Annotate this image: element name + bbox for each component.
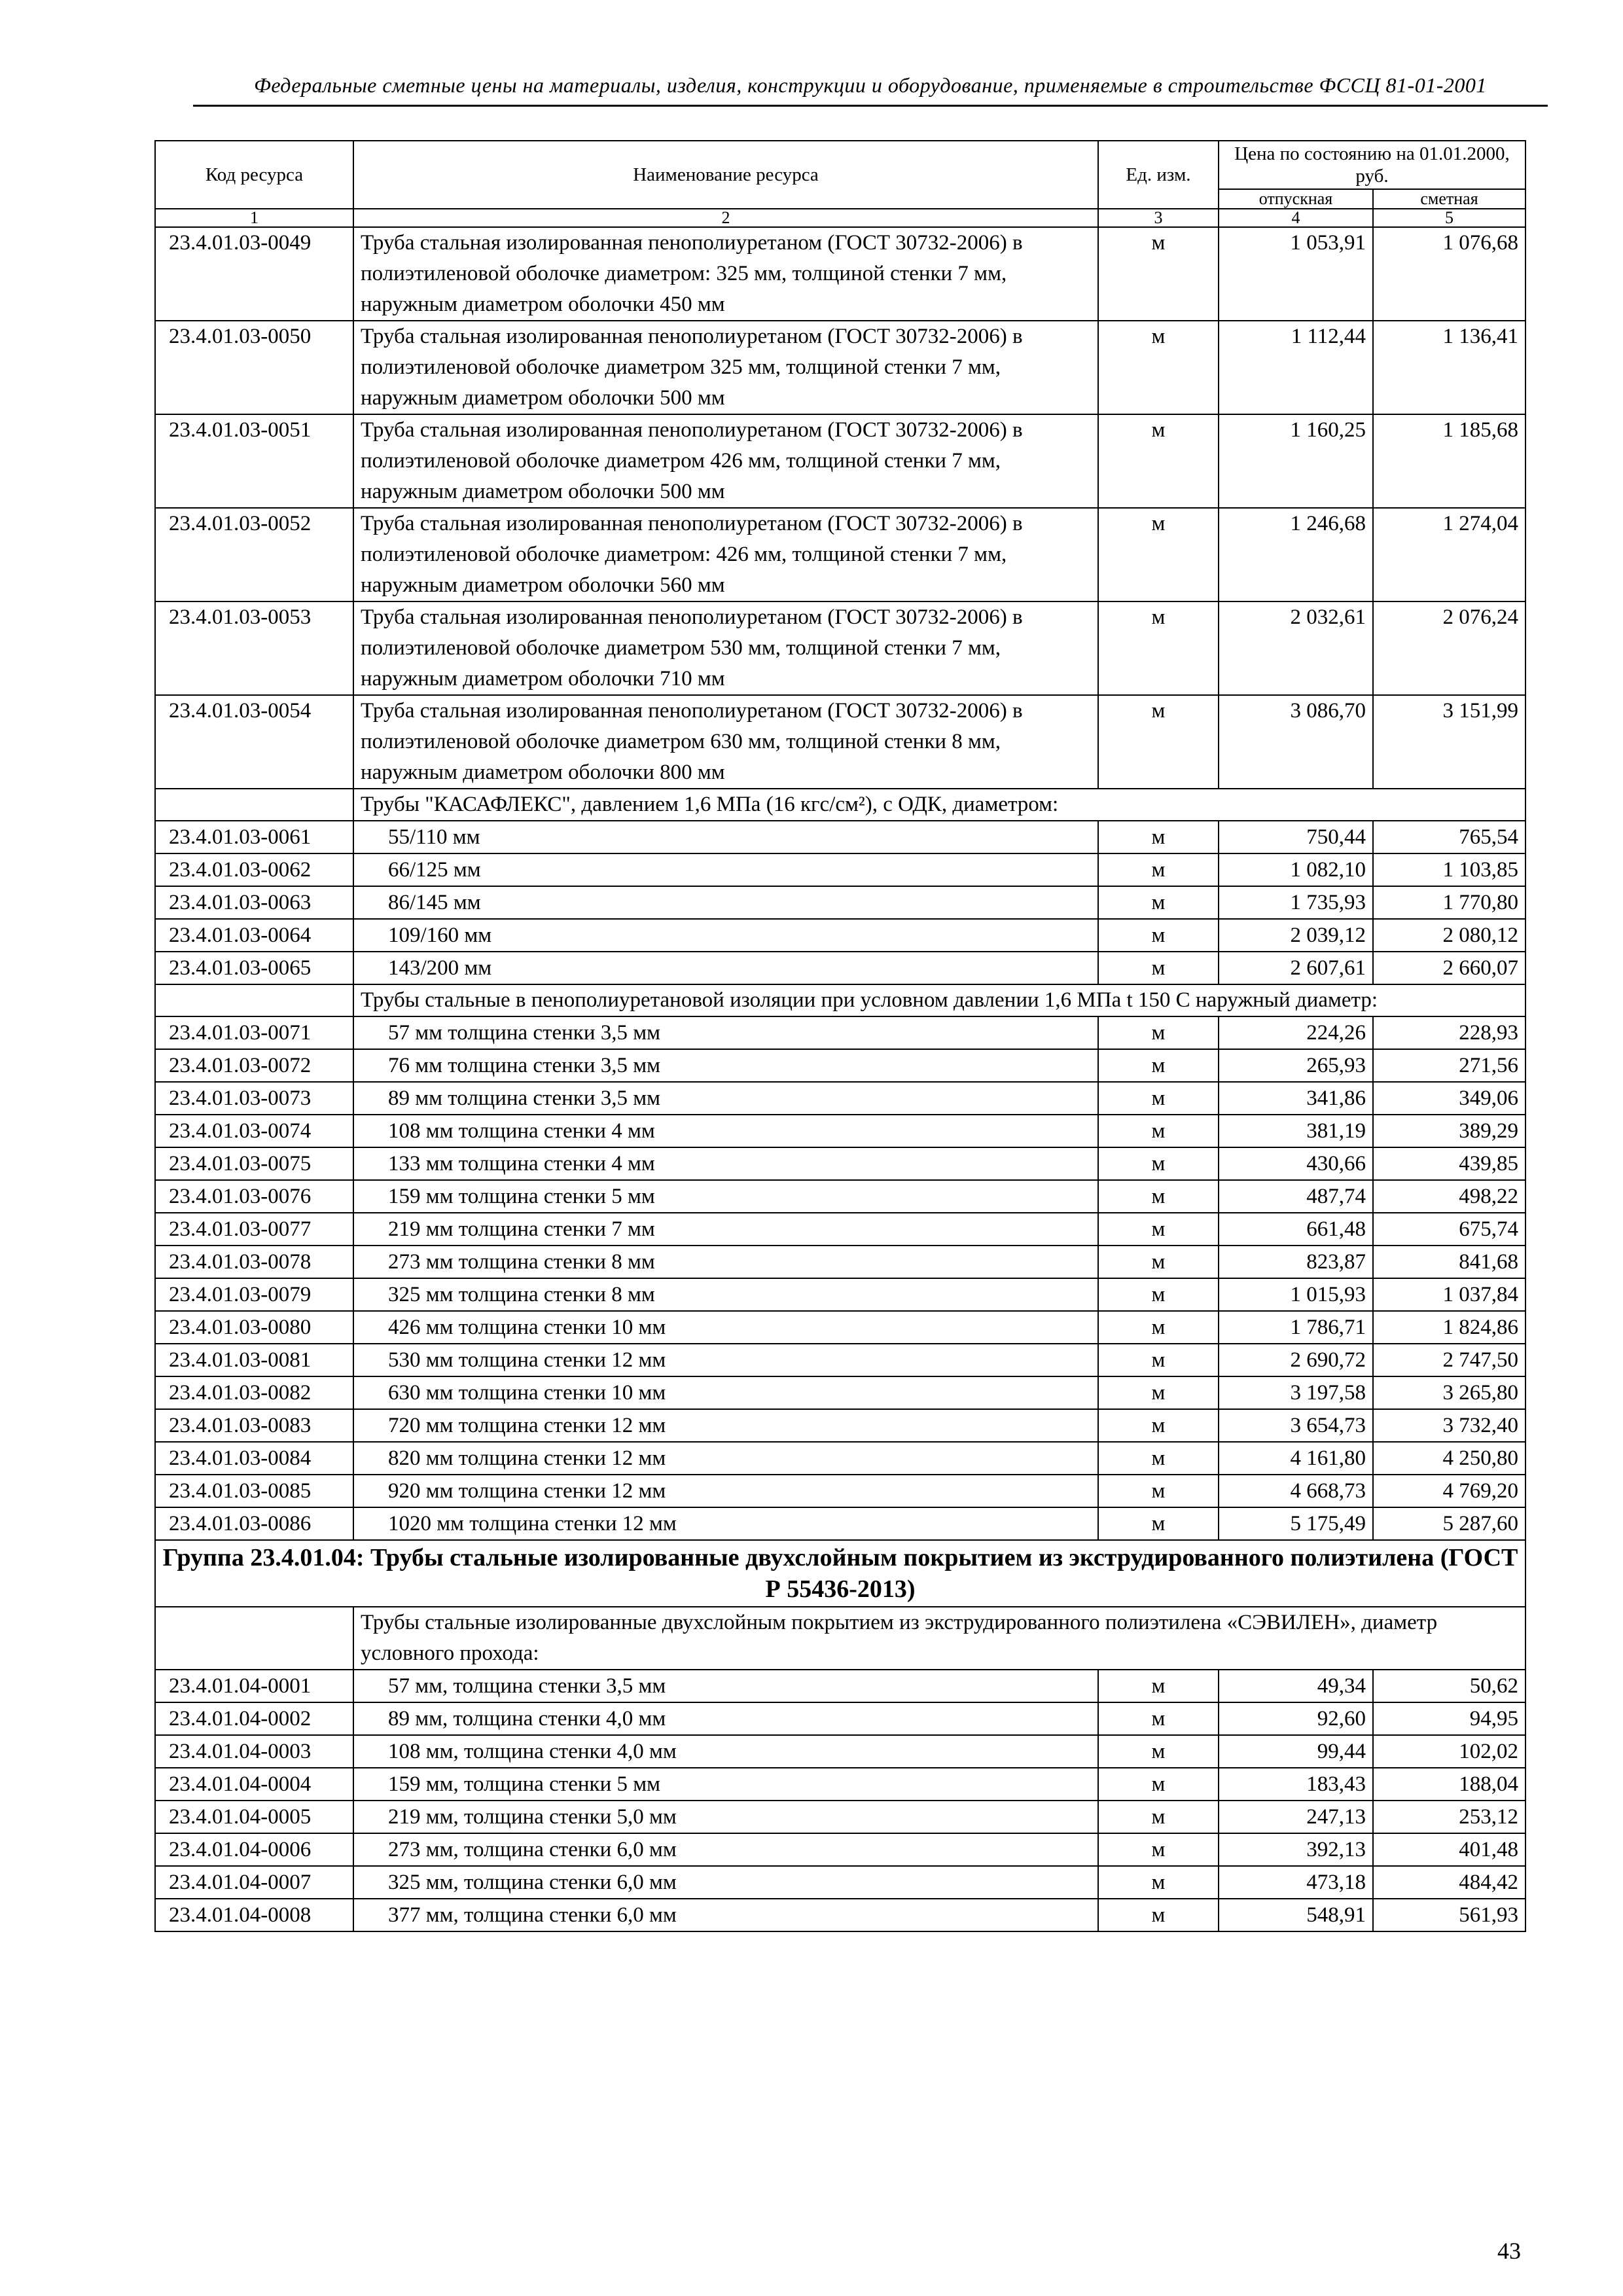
estimate-price: 3 151,99 [1373,695,1525,789]
unit-cell: м [1098,1670,1219,1702]
resource-name: 57 мм, толщина стенки 3,5 мм [353,1670,1098,1702]
estimate-price: 3 732,40 [1373,1409,1525,1442]
price-table [154,140,1526,1932]
resource-name: 377 мм, толщина стенки 6,0 мм [353,1899,1098,1931]
unit-cell: м [1098,919,1219,952]
unit-cell: м [1098,1409,1219,1442]
resource-code: 23.4.01.03-0071 [155,1016,353,1049]
table-row [155,1246,1525,1278]
unit-cell: м [1098,227,1219,321]
resource-name: 820 мм толщина стенки 12 мм [353,1442,1098,1475]
release-price: 1 786,71 [1219,1311,1373,1344]
estimate-price: 484,42 [1373,1866,1525,1899]
resource-code: 23.4.01.03-0073 [155,1082,353,1115]
unit-cell: м [1098,886,1219,919]
resource-name: 630 мм толщина стенки 10 мм [353,1376,1098,1409]
table-row [155,1376,1525,1409]
unit-cell: м [1098,1311,1219,1344]
header-estimate: сметная [1373,189,1525,209]
estimate-price: 5 287,60 [1373,1507,1525,1540]
resource-name: 86/145 мм [353,886,1098,919]
resource-name: 219 мм толщина стенки 7 мм [353,1213,1098,1246]
table-row [155,1147,1525,1180]
resource-name: 108 мм толщина стенки 4 мм [353,1115,1098,1147]
estimate-price: 50,62 [1373,1670,1525,1702]
unit-cell: м [1098,695,1219,789]
section-heading: Трубы стальные в пенополиуретановой изоляции при условном давлении 1,6 МПа t 150 С наружный диаметр: [353,984,1525,1016]
release-price: 341,86 [1219,1082,1373,1115]
estimate-price: 349,06 [1373,1082,1525,1115]
release-price: 750,44 [1219,821,1373,853]
table-row [155,1801,1525,1833]
table-row [155,508,1525,601]
table-row [155,1213,1525,1246]
estimate-price: 253,12 [1373,1801,1525,1833]
release-price: 2 690,72 [1219,1344,1373,1376]
header-unit: Ед. изм. [1098,141,1219,209]
unit-cell: м [1098,601,1219,695]
unit-cell: м [1098,1442,1219,1475]
release-price: 2 039,12 [1219,919,1373,952]
estimate-price: 498,22 [1373,1180,1525,1213]
resource-name: Труба стальная изолированная пенополиуретаном (ГОСТ 30732-2006) в полиэтиленовой оболочке диаметром: 325 мм, толщиной стенки 7 мм, наружным диаметром оболочки 450 мм [353,227,1098,321]
table-row [155,1702,1525,1735]
column-number: 1 [155,209,353,227]
resource-name: 720 мм толщина стенки 12 мм [353,1409,1098,1442]
resource-code: 23.4.01.03-0053 [155,601,353,695]
resource-name: 89 мм толщина стенки 3,5 мм [353,1082,1098,1115]
resource-name: 920 мм толщина стенки 12 мм [353,1475,1098,1507]
release-price: 183,43 [1219,1768,1373,1801]
resource-code: 23.4.01.03-0061 [155,821,353,853]
resource-code: 23.4.01.03-0084 [155,1442,353,1475]
release-price: 1 160,25 [1219,414,1373,508]
table-row [155,1409,1525,1442]
resource-name: 159 мм толщина стенки 5 мм [353,1180,1098,1213]
unit-cell: м [1098,1866,1219,1899]
section-row [155,984,1525,1016]
table-row [155,414,1525,508]
unit-cell: м [1098,414,1219,508]
release-price: 1 015,93 [1219,1278,1373,1311]
unit-cell: м [1098,1213,1219,1246]
resource-code: 23.4.01.03-0065 [155,952,353,984]
resource-code: 23.4.01.03-0076 [155,1180,353,1213]
estimate-price: 2 076,24 [1373,601,1525,695]
resource-name: 273 мм толщина стенки 8 мм [353,1246,1098,1278]
table-row [155,1507,1525,1540]
table-row [155,695,1525,789]
resource-name: 325 мм толщина стенки 8 мм [353,1278,1098,1311]
estimate-price: 188,04 [1373,1768,1525,1801]
release-price: 1 053,91 [1219,227,1373,321]
resource-code: 23.4.01.03-0083 [155,1409,353,1442]
resource-name: 530 мм толщина стенки 12 мм [353,1344,1098,1376]
column-number: 5 [1373,209,1525,227]
release-price: 1 246,68 [1219,508,1373,601]
table-row [155,601,1525,695]
table-row [155,886,1525,919]
release-price: 3 197,58 [1219,1376,1373,1409]
table-row [155,1735,1525,1768]
resource-code: 23.4.01.03-0050 [155,321,353,414]
release-price: 381,19 [1219,1115,1373,1147]
estimate-price: 4 769,20 [1373,1475,1525,1507]
release-price: 3 086,70 [1219,695,1373,789]
estimate-price: 94,95 [1373,1702,1525,1735]
table-row [155,1670,1525,1702]
unit-cell: м [1098,1115,1219,1147]
release-price: 247,13 [1219,1801,1373,1833]
table-row [155,1082,1525,1115]
unit-cell: м [1098,1016,1219,1049]
release-price: 548,91 [1219,1899,1373,1931]
empty-code-cell [155,1607,353,1670]
header-rule [193,105,1548,107]
release-price: 1 735,93 [1219,886,1373,919]
estimate-price: 1 037,84 [1373,1278,1525,1311]
resource-code: 23.4.01.04-0006 [155,1833,353,1866]
estimate-price: 1 185,68 [1373,414,1525,508]
resource-name: 219 мм, толщина стенки 5,0 мм [353,1801,1098,1833]
estimate-price: 561,93 [1373,1899,1525,1931]
section-row [155,1607,1525,1670]
section-heading: Трубы "КАСАФЛЕКС", давлением 1,6 МПа (16 кгс/см²), с ОДК, диаметром: [353,789,1525,821]
estimate-price: 1 103,85 [1373,853,1525,886]
resource-code: 23.4.01.03-0049 [155,227,353,321]
resource-name: 426 мм толщина стенки 10 мм [353,1311,1098,1344]
header-release: отпускная [1219,189,1373,209]
column-number: 3 [1098,209,1219,227]
unit-cell: м [1098,1768,1219,1801]
release-price: 224,26 [1219,1016,1373,1049]
group-heading: Группа 23.4.01.04: Трубы стальные изолированные двухслойным покрытием из экструдированного полиэтилена (ГОСТ Р 55436-2013) [155,1540,1525,1607]
table-row [155,1016,1525,1049]
release-price: 5 175,49 [1219,1507,1373,1540]
estimate-price: 102,02 [1373,1735,1525,1768]
estimate-price: 2 747,50 [1373,1344,1525,1376]
resource-code: 23.4.01.03-0077 [155,1213,353,1246]
empty-code-cell [155,789,353,821]
release-price: 823,87 [1219,1246,1373,1278]
release-price: 473,18 [1219,1866,1373,1899]
table-row [155,321,1525,414]
table-row [155,1866,1525,1899]
unit-cell: м [1098,952,1219,984]
header-price-group: Цена по состоянию на 01.01.2000, руб. [1219,141,1525,189]
unit-cell: м [1098,1702,1219,1735]
resource-name: 1020 мм толщина стенки 12 мм [353,1507,1098,1540]
unit-cell: м [1098,508,1219,601]
unit-cell: м [1098,1376,1219,1409]
resource-code: 23.4.01.03-0078 [155,1246,353,1278]
resource-code: 23.4.01.03-0051 [155,414,353,508]
resource-code: 23.4.01.04-0007 [155,1866,353,1899]
table-row [155,853,1525,886]
release-price: 430,66 [1219,1147,1373,1180]
table-row [155,952,1525,984]
section-row [155,789,1525,821]
resource-name: Труба стальная изолированная пенополиуретаном (ГОСТ 30732-2006) в полиэтиленовой оболочке диаметром 426 мм, толщиной стенки 7 мм, наружным диаметром оболочки 500 мм [353,414,1098,508]
resource-code: 23.4.01.03-0072 [155,1049,353,1082]
unit-cell: м [1098,1049,1219,1082]
resource-name: Труба стальная изолированная пенополиуретаном (ГОСТ 30732-2006) в полиэтиленовой оболочке диаметром: 426 мм, толщиной стенки 7 мм, наружным диаметром оболочки 560 мм [353,508,1098,601]
estimate-price: 389,29 [1373,1115,1525,1147]
resource-code: 23.4.01.03-0082 [155,1376,353,1409]
estimate-price: 1 136,41 [1373,321,1525,414]
unit-cell: м [1098,1344,1219,1376]
resource-code: 23.4.01.03-0074 [155,1115,353,1147]
table-row [155,227,1525,321]
resource-code: 23.4.01.04-0004 [155,1768,353,1801]
resource-code: 23.4.01.04-0008 [155,1899,353,1931]
section-heading: Трубы стальные изолированные двухслойным покрытием из экструдированного полиэтилена «СЭВИЛЕН», диаметр условного прохода: [353,1607,1525,1670]
unit-cell: м [1098,1735,1219,1768]
unit-cell: м [1098,321,1219,414]
resource-code: 23.4.01.04-0002 [155,1702,353,1735]
table-row [155,821,1525,853]
estimate-price: 3 265,80 [1373,1376,1525,1409]
group-row [155,1540,1525,1607]
release-price: 4 161,80 [1219,1442,1373,1475]
resource-code: 23.4.01.03-0063 [155,886,353,919]
resource-name: Труба стальная изолированная пенополиуретаном (ГОСТ 30732-2006) в полиэтиленовой оболочке диаметром 325 мм, толщиной стенки 7 мм, наружным диаметром оболочки 500 мм [353,321,1098,414]
resource-code: 23.4.01.03-0062 [155,853,353,886]
release-price: 2 032,61 [1219,601,1373,695]
header-name: Наименование ресурса [353,141,1098,209]
page-number: 43 [1497,2238,1521,2264]
resource-name: 76 мм толщина стенки 3,5 мм [353,1049,1098,1082]
resource-code: 23.4.01.03-0086 [155,1507,353,1540]
unit-cell: м [1098,1246,1219,1278]
estimate-price: 1 824,86 [1373,1311,1525,1344]
table-row [155,1115,1525,1147]
table-row [155,1442,1525,1475]
resource-code: 23.4.01.03-0081 [155,1344,353,1376]
resource-name: 159 мм, толщина стенки 5 мм [353,1768,1098,1801]
unit-cell: м [1098,853,1219,886]
release-price: 1 082,10 [1219,853,1373,886]
resource-code: 23.4.01.04-0005 [155,1801,353,1833]
release-price: 2 607,61 [1219,952,1373,984]
release-price: 4 668,73 [1219,1475,1373,1507]
resource-code: 23.4.01.04-0003 [155,1735,353,1768]
unit-cell: м [1098,1082,1219,1115]
column-number: 4 [1219,209,1373,227]
release-price: 265,93 [1219,1049,1373,1082]
resource-code: 23.4.01.03-0085 [155,1475,353,1507]
estimate-price: 4 250,80 [1373,1442,1525,1475]
estimate-price: 841,68 [1373,1246,1525,1278]
release-price: 99,44 [1219,1735,1373,1768]
release-price: 92,60 [1219,1702,1373,1735]
estimate-price: 675,74 [1373,1213,1525,1246]
table-row [155,1768,1525,1801]
release-price: 392,13 [1219,1833,1373,1866]
resource-code: 23.4.01.03-0064 [155,919,353,952]
estimate-price: 1 770,80 [1373,886,1525,919]
release-price: 1 112,44 [1219,321,1373,414]
estimate-price: 401,48 [1373,1833,1525,1866]
column-number: 2 [353,209,1098,227]
resource-name: Труба стальная изолированная пенополиуретаном (ГОСТ 30732-2006) в полиэтиленовой оболочке диаметром 530 мм, толщиной стенки 7 мм, наружным диаметром оболочки 710 мм [353,601,1098,695]
unit-cell: м [1098,1180,1219,1213]
resource-code: 23.4.01.03-0080 [155,1311,353,1344]
estimate-price: 439,85 [1373,1147,1525,1180]
release-price: 3 654,73 [1219,1409,1373,1442]
release-price: 661,48 [1219,1213,1373,1246]
estimate-price: 1 076,68 [1373,227,1525,321]
resource-code: 23.4.01.03-0079 [155,1278,353,1311]
estimate-price: 765,54 [1373,821,1525,853]
table-row [155,1311,1525,1344]
empty-code-cell [155,984,353,1016]
table-row [155,1278,1525,1311]
release-price: 49,34 [1219,1670,1373,1702]
table-row [155,1180,1525,1213]
table-row [155,1899,1525,1931]
release-price: 487,74 [1219,1180,1373,1213]
unit-cell: м [1098,1475,1219,1507]
running-header: Федеральные сметные цены на материалы, изделия, конструкции и оборудование, применяемые в строительстве ФССЦ 81-01-2001 [254,73,1487,97]
unit-cell: м [1098,1507,1219,1540]
resource-name: 143/200 мм [353,952,1098,984]
table-row [155,1344,1525,1376]
resource-name: Труба стальная изолированная пенополиуретаном (ГОСТ 30732-2006) в полиэтиленовой оболочке диаметром 630 мм, толщиной стенки 8 мм, наружным диаметром оболочки 800 мм [353,695,1098,789]
resource-name: 66/125 мм [353,853,1098,886]
unit-cell: м [1098,1899,1219,1931]
estimate-price: 1 274,04 [1373,508,1525,601]
resource-name: 325 мм, толщина стенки 6,0 мм [353,1866,1098,1899]
resource-name: 108 мм, толщина стенки 4,0 мм [353,1735,1098,1768]
unit-cell: м [1098,1801,1219,1833]
resource-code: 23.4.01.04-0001 [155,1670,353,1702]
table-row [155,919,1525,952]
estimate-price: 271,56 [1373,1049,1525,1082]
resource-code: 23.4.01.03-0054 [155,695,353,789]
resource-name: 55/110 мм [353,821,1098,853]
estimate-price: 2 660,07 [1373,952,1525,984]
resource-code: 23.4.01.03-0075 [155,1147,353,1180]
resource-name: 133 мм толщина стенки 4 мм [353,1147,1098,1180]
unit-cell: м [1098,1833,1219,1866]
table-body [155,227,1525,1931]
resource-name: 57 мм толщина стенки 3,5 мм [353,1016,1098,1049]
table-row [155,1833,1525,1866]
header-code: Код ресурса [155,141,353,209]
table-row [155,1049,1525,1082]
resource-code: 23.4.01.03-0052 [155,508,353,601]
estimate-price: 228,93 [1373,1016,1525,1049]
resource-name: 273 мм, толщина стенки 6,0 мм [353,1833,1098,1866]
resource-name: 109/160 мм [353,919,1098,952]
estimate-price: 2 080,12 [1373,919,1525,952]
resource-name: 89 мм, толщина стенки 4,0 мм [353,1702,1098,1735]
table-row [155,1475,1525,1507]
unit-cell: м [1098,1278,1219,1311]
unit-cell: м [1098,1147,1219,1180]
unit-cell: м [1098,821,1219,853]
